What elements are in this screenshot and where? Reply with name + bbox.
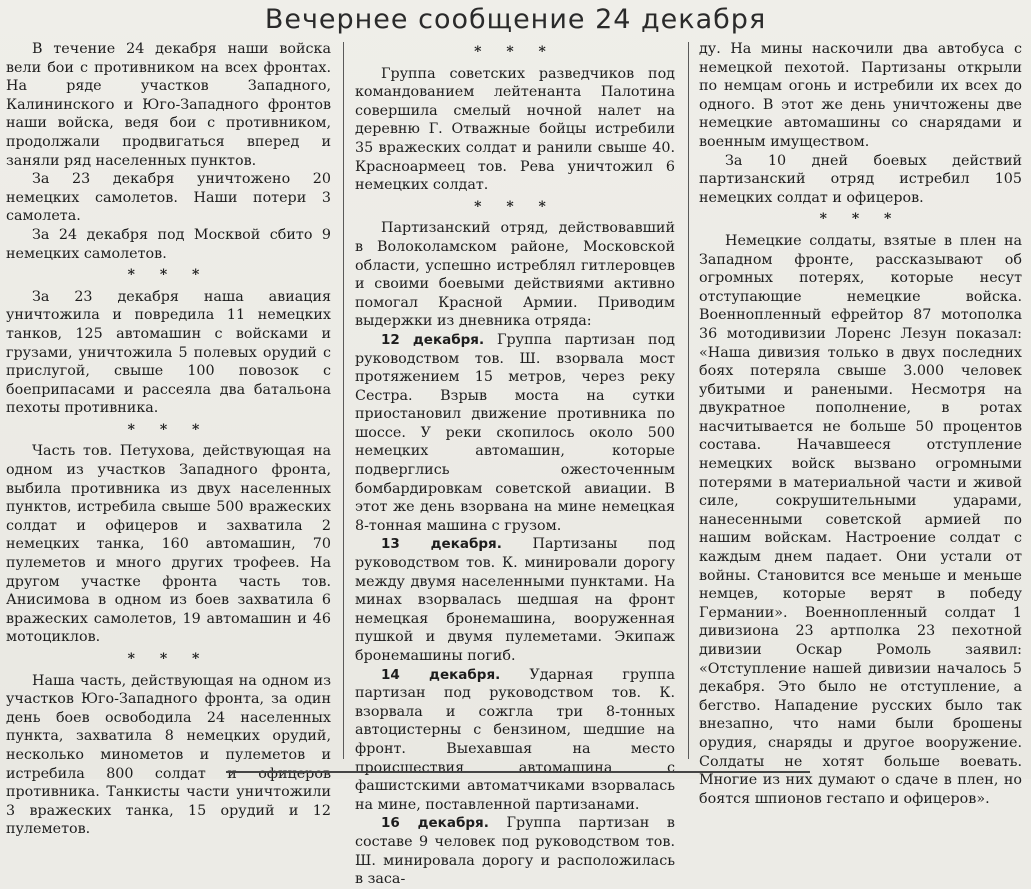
paragraph: ду. На мины наскочили два автобуса с немецкой пехотой. Партизаны открыли по немцам огонь и истребили их всех до одного. В этот же день уничтожены две немецкие автомашины со снарядами и военным имуществом. [699,41,1022,150]
page-title: Вечернее сообщение 24 декабря [264,4,767,35]
column-2 [355,40,675,889]
paragraph: Группа советских разведчиков под командованием лейтенанта Палотина совершила смелый ночной налет на деревню Г. Отважные бойцы истребили 35 вражеских солдат и ранили свыше 40. Красноармеец тов. Рева уничтожил 6 немецких солдат. [355,65,675,194]
paragraph: За 23 декабря уничтожено 20 немецких самолетов. Наши потери 3 самолета. [6,171,331,225]
entry-date: 12 декабря. [381,331,485,348]
diary-entry [355,535,675,665]
section-separator: * * * [819,211,902,228]
paragraph: Немецкие солдаты, взятые в плен на Западном фронте, рассказывают об огромных потерях, которые несут отступающие немецкие войска. Военнопленный ефрейтор 87 мотополка 36 мотодивизии Лоренс Лезун показал: «Наша дивизия только в двух последних боях потеряла свыше 3.000 человек убитыми и ранеными. Несмотря на двукратное пополнение, в ротах насчитывается не больше 50 процентов состава. Начавшееся отступление немецких войск вызвано огромными потерями в материальной части и живой силе, сокрушительными ударами, нанесенными советской армией по нашим войскам. Настроение солдат с каждым днем падает. Они устали от войны. Становится все меньше и меньше немцев, которые верят в победу Германии». Военнопленный солдат 1 дивизиона 23 артполка 23 пехотной дивизии Оскар Ромоль заявил: «Отступление нашей дивизии началось 5 декабря. Это было не отступление, а бегство. Нападение русских было так внезапно, что нами были брошены орудия, снаряды и другое вооружение. Солдаты не хотят больше воевать. Многие из них думают о сдаче в плен, но боятся шпионов гестапо и офицеров». [699,232,1022,807]
diary-entry [355,331,675,536]
paragraph: За 24 декабря под Москвой сбито 9 немецких самолетов. [6,226,331,262]
section-separator: * * * [127,651,210,667]
paragraph: Наша часть, действующая на одном из участков Юго-Западного фронта, за один день боев освободила 24 населенных пункта, захватила 8 немецких орудий, несколько минометов и пулеметов и истребила 800 солдат и офицеров противника. Танкисты части уничтожили 3 вражеских танка, 15 орудий и 12 пулеметов. [6,672,331,838]
entry-date: 14 декабря. [381,666,501,683]
entry-text: Партизаны под руководством тов. К. минировали дорогу между двумя населенными пунктами. На минах взорвалась шедшая на фронт немецкая бронемашина, вооруженная пушкой и двумя пулеметами. Экипаж бронемашины погиб. [355,536,675,664]
entry-date: 16 декабря. [381,815,489,832]
paragraph: За 23 декабря наша авиация уничтожила и повредила 11 немецких танков, 125 автомашин с войсками и грузами, уничтожила 5 полевых орудий с прислугой, свыше 100 повозок с боеприпасами и рассеяла два батальона пехоты противника. [6,288,331,417]
paragraph: Часть тов. Петухова, действующая на одном из участков Западного фронта, выбила противника из двух населенных пунктов, истребила свыше 500 вражеских солдат и офицеров и захватила 2 немецких танка, 160 автомашин, 70 пулеметов и много других трофеев. На другом участке фронта часть тов. Анисимова в одном из боев захватила 6 вражеских самолетов, 19 автомашин и 46 мотоциклов. [6,443,331,646]
entry-text: Группа партизан в составе 9 человек под руководством тов. Ш. минировала дорогу и расположилась в заса- [355,815,675,888]
diary-entry [355,814,675,888]
section-separator: * * * [474,198,556,215]
entry-date: 13 декабря. [381,536,502,553]
bottom-rule [226,771,810,773]
section-separator: * * * [127,421,210,438]
diary-entry [355,666,675,815]
paragraph: За 10 дней боевых действий партизанский отряд истребил 105 немецких солдат и офицеров. [699,152,1022,206]
paragraph: В течение 24 декабря наши войска вели бои с противником на всех фронтах. На ряде участков Западного, Калининского и Юго-Западного фронтов наши войска, ведя бои с противником, продолжали продвигаться вперед и заняли ряд населенных пунктов. [6,41,331,169]
entry-text: Ударная группа партизан под руководством тов. К. взорвала и сожгла три 8-тонных автоцистерны с бензином, шедшие на фронт. Выехавшая на место происшествия автомашина с фашистскими автоматчиками взорвалась на мине, поставленной партизанами. [355,666,675,813]
column-3 [699,40,1022,808]
column-divider [688,42,689,759]
column-1 [6,40,331,839]
entry-text: Группа партизан под руководством тов. Ш. взорвала мост протяжением 15 метров, через реку Сестра. Взрыв моста на сутки приостановил движение противника по шоссе. У реки скопилось около 500 немецких автомашин, которые подверглись ожесточенным бомбардировкам советской авиации. В этот же день взорвана на мине немецкая 8-тонная машина с грузом. [355,331,675,534]
section-separator: * * * [127,267,210,284]
paragraph: Партизанский отряд, действовавший в Волоколамском районе, Московской области, успешно истреблял гитлеровцев и своими боевыми действиями активно помогал Красной Армии. Приводим выдержки из дневника отряда: [355,220,675,330]
section-separator: * * * [474,44,556,60]
column-divider [343,42,344,759]
